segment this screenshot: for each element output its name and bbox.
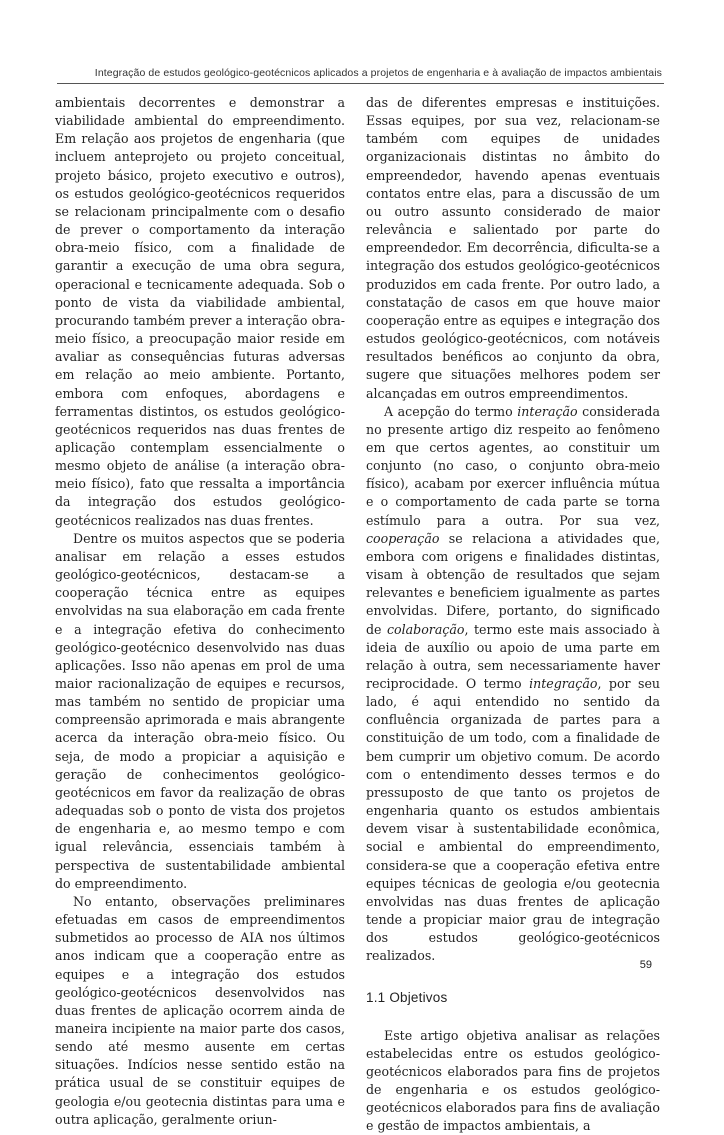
italic-term: cooperação	[366, 531, 439, 546]
header-rule	[57, 83, 664, 84]
text-run: , por seu lado, é aqui entendido no sentido da confluência organizada de partes para a constituição de um todo, com a finalidade de bem cumprir um objetivo comum. De acordo com o entendimento desses termos e do pressuposto de que tanto os projetos de engenharia quanto os estudos ambientais devem visar à sustentabilidade econômica, social e ambiental do empreendimento, considera-se que a cooperação efetiva entre equipes técnicas de geologia e/ou geotecnia envolvidas nas duas frentes de aplicação tende a propiciar maior grau de integração dos estudos geológico-geotécnicos realizados.	[366, 676, 660, 963]
text-run: considerada no presente artigo diz respeito ao fenômeno em que certos agentes, ao constituir um conjunto (no caso, o conjunto obra-meio físico), acabam por exercer influência mútua e o comportamento de cada parte se torna estímulo para a outra. Por sua vez,	[366, 404, 660, 528]
paragraph: No entanto, observações preliminares efetuadas em casos de empreendimentos submetidos ao processo de AIA nos últimos anos indicam que a cooperação entre as equipes e a integração dos estudos geológico-geotécnicos desenvolvidos nas duas frentes de aplicação ocorrem ainda de maneira incipiente na maior parte dos casos, sendo até mesmo ausente em certas situações. Indícios nesse sentido estão na prática usual de se constituir equipes de geologia e/ou geotecnia distintas para uma e outra aplicação, geralmente oriun-	[55, 893, 345, 1129]
paragraph: Este artigo objetiva analisar as relações estabelecidas entre os estudos geológico-geotécnicos elaborados para fins de projetos de engenharia e os estudos geológico-geotécnicos elaborados para fins de avaliação e gestão de impactos ambientais, a	[366, 1027, 660, 1135]
italic-term: colaboração	[387, 622, 465, 637]
running-header: Integração de estudos geológico-geotécnicos aplicados a projetos de engenharia e à avaliação de impactos ambientais	[57, 67, 662, 79]
right-column	[366, 94, 660, 1135]
italic-term: interação	[517, 404, 577, 419]
paragraph: Dentre os muitos aspectos que se poderia analisar em relação a esses estudos geológico-geotécnicos, destacam-se a cooperação técnica entre as equipes envolvidas na sua elaboração em cada frente e a integração efetiva do conhecimento geológico-geotécnico desenvolvido nas duas aplicações. Isso não apenas em prol de uma maior racionalização de equipes e recursos, mas também no sentido de propiciar uma compreensão aprimorada e mais abrangente acerca da interação obra-meio físico. Ou seja, de modo a propiciar a aquisição e geração de conhecimentos geológico-geotécnicos em favor da realização de obras adequadas sob o ponto de vista dos projetos de engenharia e, ao mesmo tempo e com igual relevância, essenciais também à perspectiva de sustentabilidade ambiental do empreendimento.	[55, 530, 345, 893]
paragraph-terms	[366, 403, 660, 966]
section-heading: 1.1 Objetivos	[366, 990, 660, 1005]
paragraph: das de diferentes empresas e instituições. Essas equipes, por sua vez, relacionam-se também com equipes de unidades organizacionais distintas no âmbito do empreendedor, havendo apenas eventuais contatos entre elas, para a discussão de um ou outro assunto considerado de maior relevância e salientado por parte do empreendedor. Em decorrência, dificulta-se a integração dos estudos geológico-geotécnicos produzidos em cada frente. Por outro lado, a constatação de casos em que houve maior cooperação entre as equipes e integração dos estudos geológico-geotécnicos, com notáveis resultados benéficos ao conjunto da obra, sugere que situações melhores podem ser alcançadas em outros empreendimentos.	[366, 94, 660, 403]
italic-term: integração	[529, 676, 597, 691]
left-column	[55, 94, 345, 1129]
page-number: 59	[640, 959, 652, 971]
paragraph: ambientais decorrentes e demonstrar a viabilidade ambiental do empreendimento. Em relação aos projetos de engenharia (que incluem anteprojeto ou projeto conceitual, projeto básico, projeto executivo e outros), os estudos geológico-geotécnicos requeridos se relacionam principalmente com o desafio de prever o comportamento da interação obra-meio físico, com a finalidade de garantir a execução de uma obra segura, operacional e tecnicamente adequada. Sob o ponto de vista da viabilidade ambiental, procurando também prever a interação obra-meio físico, a preocupação maior reside em avaliar as consequências futuras adversas em relação ao meio ambiente. Portanto, embora com enfoques, abordagens e ferramentas distintos, os estudos geológico-geotécnicos requeridos nas duas frentes de aplicação contemplam essencialmente o mesmo objeto de análise (a interação obra-meio físico), fato que ressalta a importância da integração dos estudos geológico-geotécnicos realizados nas duas frentes.	[55, 94, 345, 530]
text-run: , termo este mais associado à ideia de auxílio ou apoio de uma parte em relação à outra, sem necessariamente haver reciprocidade. O termo	[366, 622, 660, 691]
text-run: A acepção do termo	[384, 404, 517, 419]
text-run: se relaciona a atividades que, embora com origens e finalidades distintas, visam à obtenção de resultados que sejam relevantes e beneficiem igualmente as partes envolvidas. Difere, portanto, do significado de	[366, 531, 660, 637]
